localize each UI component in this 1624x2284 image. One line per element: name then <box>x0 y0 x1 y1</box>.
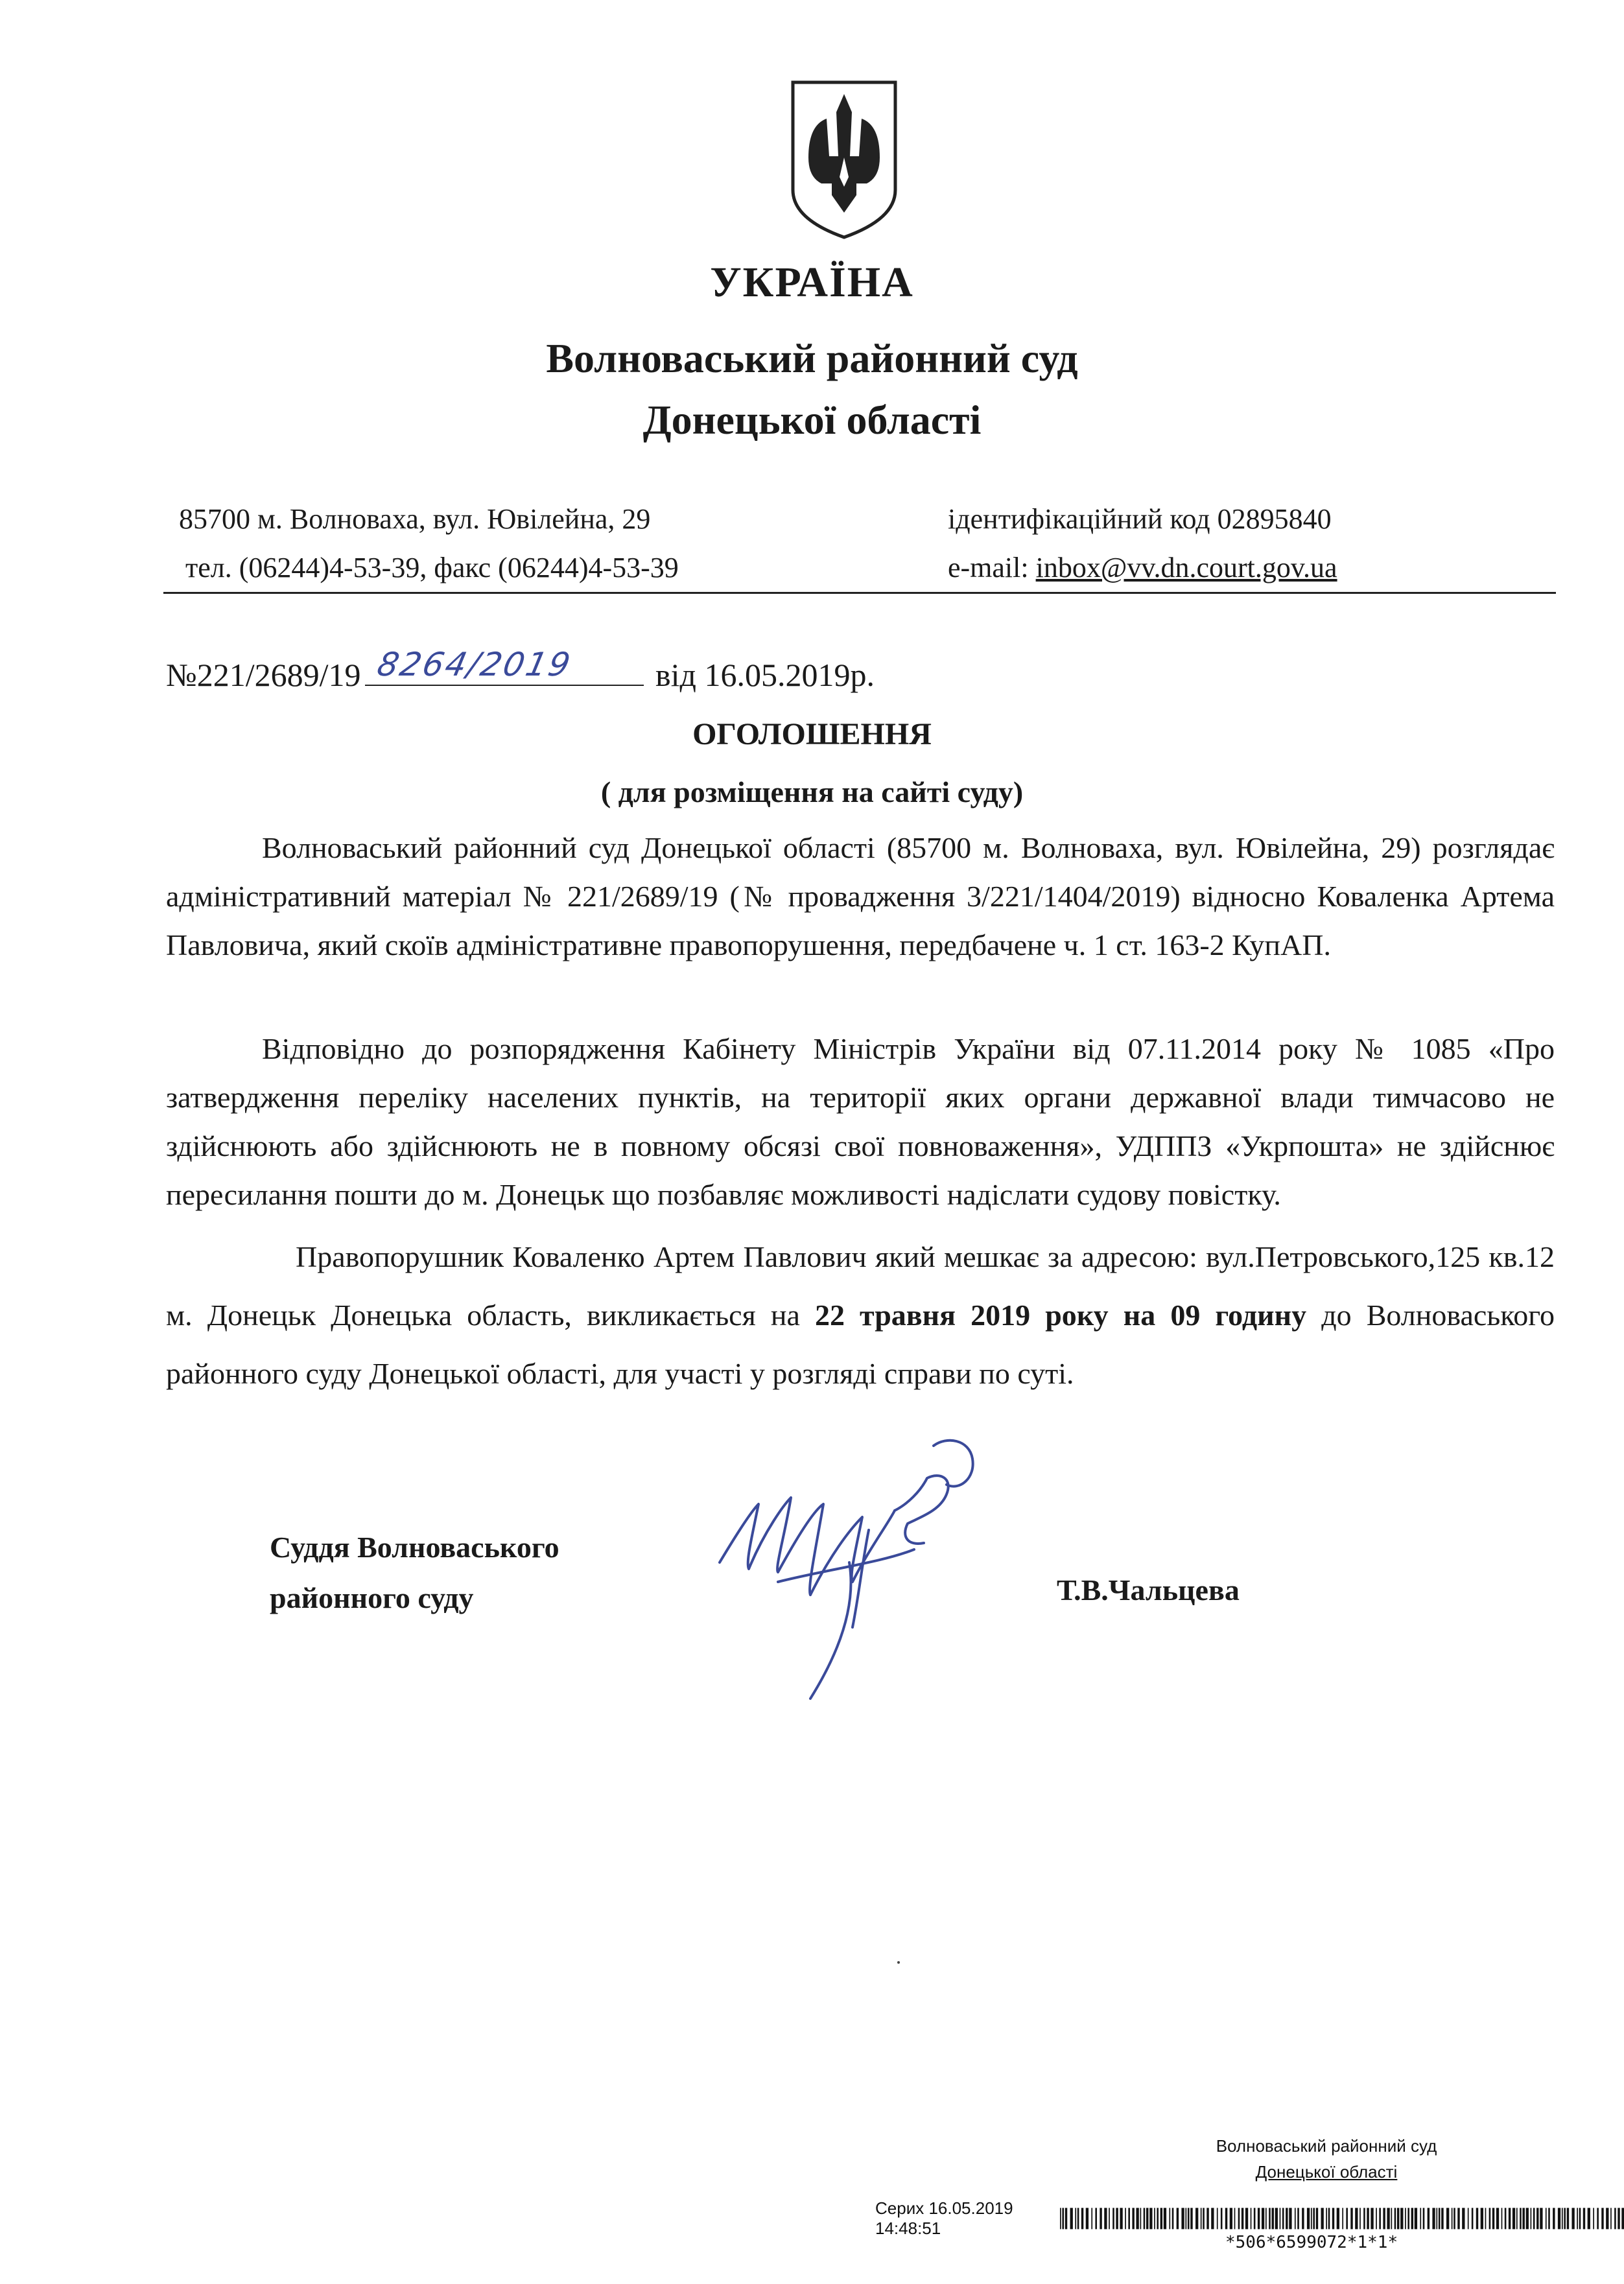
barcode-bar <box>1295 2208 1296 2230</box>
barcode-bar <box>1272 2208 1274 2230</box>
barcode-bar <box>1096 2208 1098 2230</box>
barcode-bar <box>1282 2208 1284 2230</box>
barcode-bar <box>1546 2208 1547 2230</box>
barcode-bar <box>1225 2208 1227 2230</box>
barcode-bar <box>1520 2208 1522 2230</box>
barcode-bar <box>1275 2208 1278 2230</box>
barcode-bar <box>1328 2208 1330 2230</box>
barcode-bar <box>1577 2208 1579 2230</box>
stamp-line-1: Волноваський районний суд <box>1216 2136 1437 2156</box>
judge-title-line-1: Суддя Волноваського <box>270 1531 559 1564</box>
barcode-bar <box>1286 2208 1288 2230</box>
court-name-line-1: Волноваський районний суд <box>546 335 1078 381</box>
barcode-bar <box>1536 2208 1538 2230</box>
barcode-bar <box>1120 2208 1123 2230</box>
barcode-bar <box>1387 2208 1390 2230</box>
email-link[interactable]: inbox@vv.dn.court.gov.ua <box>1035 552 1337 583</box>
barcode-bar <box>1311 2208 1312 2230</box>
barcode-bar <box>1100 2208 1102 2230</box>
barcode-bar <box>1154 2208 1155 2230</box>
barcode-bar <box>1238 2208 1240 2230</box>
barcode-bar <box>1462 2208 1465 2230</box>
court-name <box>0 327 1624 451</box>
barcode-bar <box>1572 2208 1575 2230</box>
barcode-bar <box>1203 2208 1205 2230</box>
barcode-bar <box>1234 2208 1236 2230</box>
barcode-bar <box>1164 2208 1166 2230</box>
barcode-bar <box>1476 2208 1478 2230</box>
barcode-bar <box>1160 2208 1162 2230</box>
barcode-icon <box>1060 2206 1624 2231</box>
barcode-bar <box>1060 2208 1061 2230</box>
barcode-bar <box>1289 2208 1292 2230</box>
barcode-bar <box>1144 2208 1146 2230</box>
barcode-bar <box>1211 2208 1214 2230</box>
barcode-bar <box>1129 2208 1131 2230</box>
document-date: 16.05.2019р. <box>704 657 875 693</box>
barcode-bar <box>1509 2208 1511 2230</box>
barcode-bar <box>1523 2208 1525 2230</box>
barcode-bar <box>1201 2208 1202 2230</box>
barcode-bar <box>1597 2208 1599 2230</box>
barcode-bar <box>1376 2208 1377 2230</box>
barcode-bar <box>1086 2208 1089 2230</box>
barcode-bar <box>1188 2208 1190 2230</box>
barcode-bar <box>1453 2208 1455 2230</box>
barcode-bar <box>1533 2208 1535 2230</box>
barcode-bar <box>1437 2208 1438 2230</box>
barcode-bar <box>1136 2208 1139 2230</box>
barcode-bar <box>1606 2208 1608 2230</box>
barcode-bar <box>1583 2208 1585 2230</box>
barcode-bar <box>1610 2208 1612 2230</box>
barcode-bar <box>1191 2208 1193 2230</box>
barcode-bar <box>1405 2208 1406 2230</box>
barcode-bar <box>1408 2208 1410 2230</box>
barcode-bar <box>1269 2208 1271 2230</box>
barcode-bar <box>1254 2208 1256 2230</box>
barcode-bar <box>1172 2208 1174 2230</box>
barcode-bar <box>1065 2208 1067 2230</box>
identification-code: ідентифікаційний код 02895840 <box>948 503 1332 535</box>
barcode-bar <box>1242 2208 1243 2230</box>
judge-title <box>270 1522 559 1623</box>
barcode-bar <box>1347 2208 1348 2230</box>
barcode-number: *506*6599072*1*1* <box>1225 2233 1398 2252</box>
barcode-bar <box>1594 2208 1595 2230</box>
barcode-bar <box>1501 2208 1503 2230</box>
date-label: від <box>655 657 696 693</box>
paragraph-3 <box>166 1228 1555 1403</box>
barcode-bar <box>1558 2208 1560 2230</box>
barcode-bar <box>1614 2208 1616 2230</box>
barcode-bar <box>1149 2208 1152 2230</box>
barcode-bar <box>1280 2208 1281 2230</box>
barcode-bar <box>1567 2208 1569 2230</box>
barcode-bar <box>1564 2208 1566 2230</box>
barcode-bar <box>1395 2208 1396 2230</box>
document-subtitle: ( для розміщення на сайті суду) <box>600 775 1024 808</box>
barcode-bar <box>1602 2208 1604 2230</box>
barcode-bar <box>1428 2208 1430 2230</box>
barcode-bar <box>1363 2208 1365 2230</box>
barcode-bar <box>1472 2208 1474 2230</box>
barcode-bar <box>1133 2208 1135 2230</box>
stamp-line-2: Донецької області <box>1255 2162 1398 2182</box>
barcode-caption: Серих 16.05.2019 14:48:51 <box>875 2198 1013 2238</box>
court-name-line-2: Донецької області <box>642 397 982 443</box>
court-phone: тел. (06244)4-53-39, факс (06244)4-53-39 <box>185 552 679 583</box>
barcode-bar <box>1531 2208 1532 2230</box>
paragraph-3-text-2: до Волноваського районного суду Донецької області, для участі у розгляді справи по суті. <box>166 1299 1555 1390</box>
barcode-bar <box>1207 2208 1209 2230</box>
barcode-bar <box>1109 2208 1110 2230</box>
barcode-bar <box>1468 2208 1469 2230</box>
barcode-bar <box>1489 2208 1491 2230</box>
barcode-bar <box>1332 2208 1334 2230</box>
court-email <box>948 547 1337 589</box>
barcode-bar <box>1076 2208 1077 2230</box>
barcode-bar <box>1262 2208 1264 2230</box>
barcode-bar <box>1105 2208 1107 2230</box>
barcode-bar <box>1391 2208 1393 2230</box>
barcode-bar <box>1622 2208 1624 2230</box>
barcode-bar <box>1505 2208 1507 2230</box>
barcode-bar <box>1618 2208 1620 2230</box>
barcode-bar <box>1367 2208 1369 2230</box>
paragraph-2: Відповідно до розпорядження Кабінету Міністрів України від 07.11.2014 року № 1085 «Про затвердження переліку населених пунктів, на території яких органи державної влади тимчасово не здійснюють або здійснюють не в повному обсязі свої повноваження», УДППЗ «Укрпошта» не здійснює пересилання пошти до м. Донецьк що позбавляє можливості надіслати судову повістку. <box>166 1032 1555 1211</box>
barcode-bar <box>1411 2208 1413 2230</box>
barcode-bar <box>1112 2208 1114 2230</box>
barcode-bar <box>1245 2208 1248 2230</box>
hearing-datetime: 22 травня 2019 року на 09 годину <box>814 1299 1307 1332</box>
barcode-bar <box>1070 2208 1073 2230</box>
barcode-bar <box>1371 2208 1374 2230</box>
barcode-bar <box>1140 2208 1142 2230</box>
barcode-bar <box>1516 2208 1518 2230</box>
barcode-bar <box>1146 2208 1148 2230</box>
barcode-bar <box>1081 2208 1083 2230</box>
barcode-bar <box>1540 2208 1543 2230</box>
barcode-bar <box>1452 2208 1453 2230</box>
barcode-bar <box>1526 2208 1529 2230</box>
header-divider <box>163 592 1556 594</box>
registration-barcode-row <box>875 2198 1624 2238</box>
coat-of-arms-icon <box>789 80 899 240</box>
document-title: ОГОЛОШЕННЯ <box>692 717 932 751</box>
barcode-bar <box>1400 2208 1403 2230</box>
barcode-bar <box>1217 2208 1218 2230</box>
reference-line <box>166 646 875 698</box>
barcode-bar <box>1302 2208 1304 2230</box>
barcode-bar <box>1415 2208 1417 2230</box>
barcode-bar <box>1439 2208 1441 2230</box>
reference-number: №221/2689/19 <box>166 657 361 693</box>
barcode-bar <box>1063 2208 1065 2230</box>
barcode-bar <box>1588 2208 1590 2230</box>
paragraph-3-text-1: Правопорушник Коваленко Артем Павлович який мешкає за адресою: вул.Петровського,125 кв.12 м. Донецьк Донецька область, викликається на <box>166 1240 1555 1332</box>
barcode-bar <box>1077 2208 1079 2230</box>
court-address: 85700 м. Волноваха, вул. Ювілейна, 29 <box>179 503 651 535</box>
country-title: УКРАЇНА <box>710 259 914 306</box>
barcode-bar <box>1446 2208 1449 2230</box>
barcode-bar <box>1562 2208 1563 2230</box>
barcode-bar <box>1496 2208 1499 2230</box>
judge-name: Т.В.Чальцева <box>1057 1573 1240 1607</box>
barcode-bar <box>1383 2208 1385 2230</box>
handwritten-number: 8264/2019 <box>373 646 576 683</box>
barcode-bar <box>1423 2208 1425 2230</box>
barcode-bar <box>1186 2208 1187 2230</box>
barcode-bar <box>1316 2208 1318 2230</box>
barcode-bar <box>1313 2208 1315 2230</box>
barcode-bar <box>1326 2208 1328 2230</box>
barcode-bar <box>1579 2208 1581 2230</box>
barcode-bar <box>1125 2208 1126 2230</box>
barcode-bar <box>1380 2208 1382 2230</box>
barcode-bar <box>1512 2208 1515 2230</box>
barcode-bar <box>1433 2208 1435 2230</box>
barcode-bar <box>1258 2208 1260 2230</box>
barcode-bar <box>1092 2208 1093 2230</box>
barcode-bar <box>1265 2208 1267 2230</box>
handwritten-signature <box>700 1433 998 1712</box>
barcode-bar <box>1116 2208 1118 2230</box>
barcode-bar <box>1492 2208 1494 2230</box>
barcode-bar <box>1337 2208 1339 2230</box>
barcode-bar <box>1157 2208 1159 2230</box>
barcode-bar <box>1397 2208 1399 2230</box>
barcode-bar <box>1182 2208 1184 2230</box>
barcode-bar <box>1343 2208 1344 2230</box>
barcode-bar <box>1298 2208 1300 2230</box>
barcode-bar <box>1420 2208 1422 2230</box>
email-label: e-mail: <box>948 552 1029 583</box>
barcode-bar <box>1230 2208 1232 2230</box>
barcode-bar <box>1481 2208 1483 2230</box>
paragraph-1: Волноваський районний суд Донецької області (85700 м. Волноваха, вул. Ювілейна, 29) розглядає адміністративний матеріал № 221/2689/19 (№ провадження 3/221/1404/2019) відносно Коваленка Артема Павловича, який скоїв адміністративне правопорушення, передбачене ч. 1 ст. 163-2 КупАП. <box>166 831 1555 961</box>
barcode-bar <box>1321 2208 1324 2230</box>
barcode-bar <box>1251 2208 1252 2230</box>
court-stamp <box>1172 2133 1481 2185</box>
barcode-bar <box>1307 2208 1310 2230</box>
barcode-bar <box>1458 2208 1460 2230</box>
barcode-bar <box>1553 2208 1555 2230</box>
barcode-bar <box>1441 2208 1443 2230</box>
handwritten-number-field <box>365 646 644 686</box>
scan-speck <box>897 1961 900 1964</box>
barcode-bar <box>1177 2208 1179 2230</box>
barcode-bar <box>1170 2208 1171 2230</box>
barcode-bar <box>1548 2208 1550 2230</box>
barcode-bar <box>1485 2208 1487 2230</box>
judge-title-line-2: районного суду <box>270 1581 474 1614</box>
barcode-bar <box>1355 2208 1358 2230</box>
barcode-bar <box>1195 2208 1198 2230</box>
barcode-bar <box>1359 2208 1361 2230</box>
barcode-bar <box>1351 2208 1353 2230</box>
barcode-bar <box>1221 2208 1223 2230</box>
